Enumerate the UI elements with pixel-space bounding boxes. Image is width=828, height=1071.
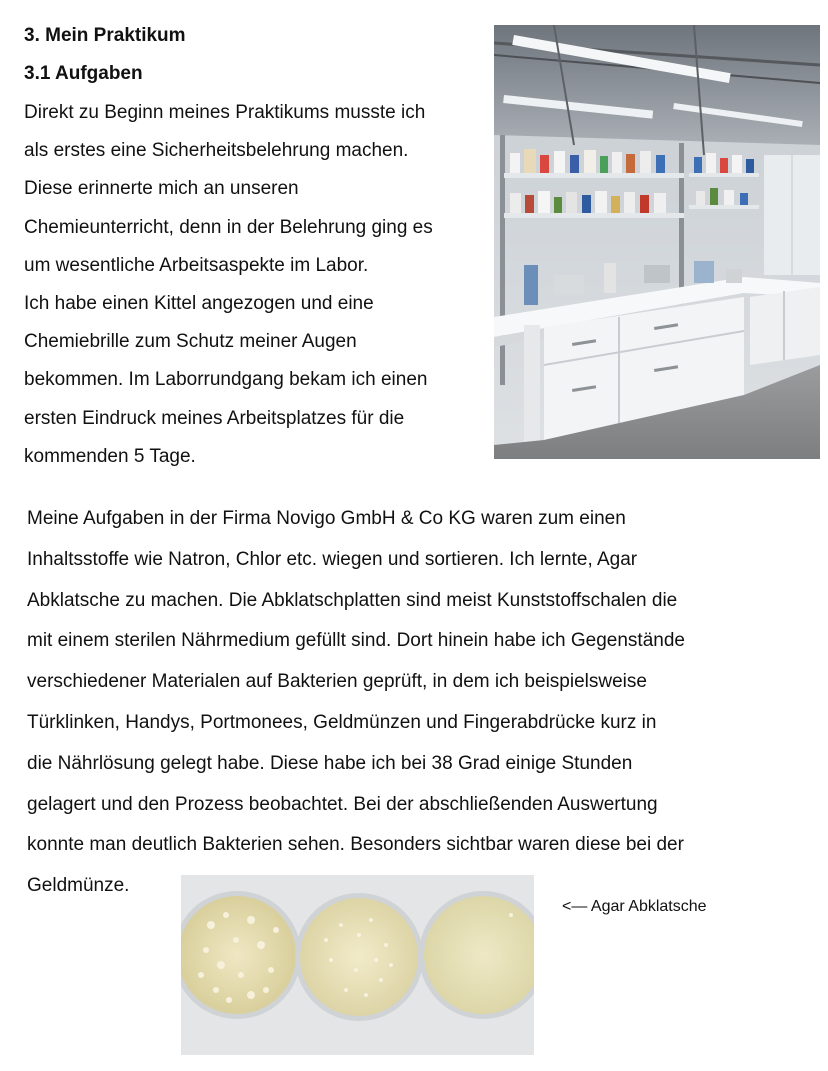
text-line: um wesentliche Arbeitsaspekte im Labor. xyxy=(24,254,369,276)
subsection-heading: 3.1 Aufgaben xyxy=(24,63,143,84)
text-line: Türklinken, Handys, Portmonees, Geldmünzen und Fingerabdrücke kurz in xyxy=(27,711,657,733)
text-line: Inhaltsstoffe wie Natron, Chlor etc. wiegen und sortieren. Ich lernte, Agar xyxy=(27,548,638,570)
text-line: kommenden 5 Tage. xyxy=(24,445,196,467)
agar-caption: <— Agar Abklatsche xyxy=(562,898,707,915)
text-line: bekommen. Im Laborrundgang bekam ich einen xyxy=(24,369,428,391)
agar-plates-photo xyxy=(181,875,534,1055)
text-line: gelagert und den Prozess beobachtet. Bei der abschließenden Auswertung xyxy=(27,793,658,815)
text-line: Direkt zu Beginn meines Praktikums musste ich xyxy=(24,102,426,123)
intro-paragraph xyxy=(24,94,494,476)
laboratory-photo xyxy=(494,25,820,459)
text-line: Meine Aufgaben in der Firma Novigo GmbH & Co KG waren zum einen xyxy=(27,508,626,529)
text-line: Geldmünze. xyxy=(27,875,130,897)
text-line: verschiedener Materialen auf Bakterien geprüft, in dem ich beispielsweise xyxy=(27,671,647,693)
text-line: Ich habe einen Kittel angezogen und eine xyxy=(24,293,374,315)
text-line: ersten Eindruck meines Arbeitsplatzes für die xyxy=(24,407,405,429)
text-line: die Nährlösung gelegt habe. Diese habe ich bei 38 Grad einige Stunden xyxy=(27,752,633,774)
text-line: konnte man deutlich Bakterien sehen. Besonders sichtbar waren diese bei der xyxy=(27,834,684,856)
text-line: Diese erinnerte mich an unseren xyxy=(24,178,299,200)
text-line: Chemiebrille zum Schutz meiner Augen xyxy=(24,331,357,353)
text-line: mit einem sterilen Nährmedium gefüllt sind. Dort hinein habe ich Gegenstände xyxy=(27,630,685,652)
text-line: als erstes eine Sicherheitsbelehrung machen. xyxy=(24,140,409,162)
tasks-paragraph xyxy=(27,499,817,907)
text-line: Chemieunterricht, denn in der Belehrung ging es xyxy=(24,216,433,238)
section-heading: 3. Mein Praktikum xyxy=(24,25,186,46)
text-line: Abklatsche zu machen. Die Abklatschplatten sind meist Kunststoffschalen die xyxy=(27,589,678,611)
